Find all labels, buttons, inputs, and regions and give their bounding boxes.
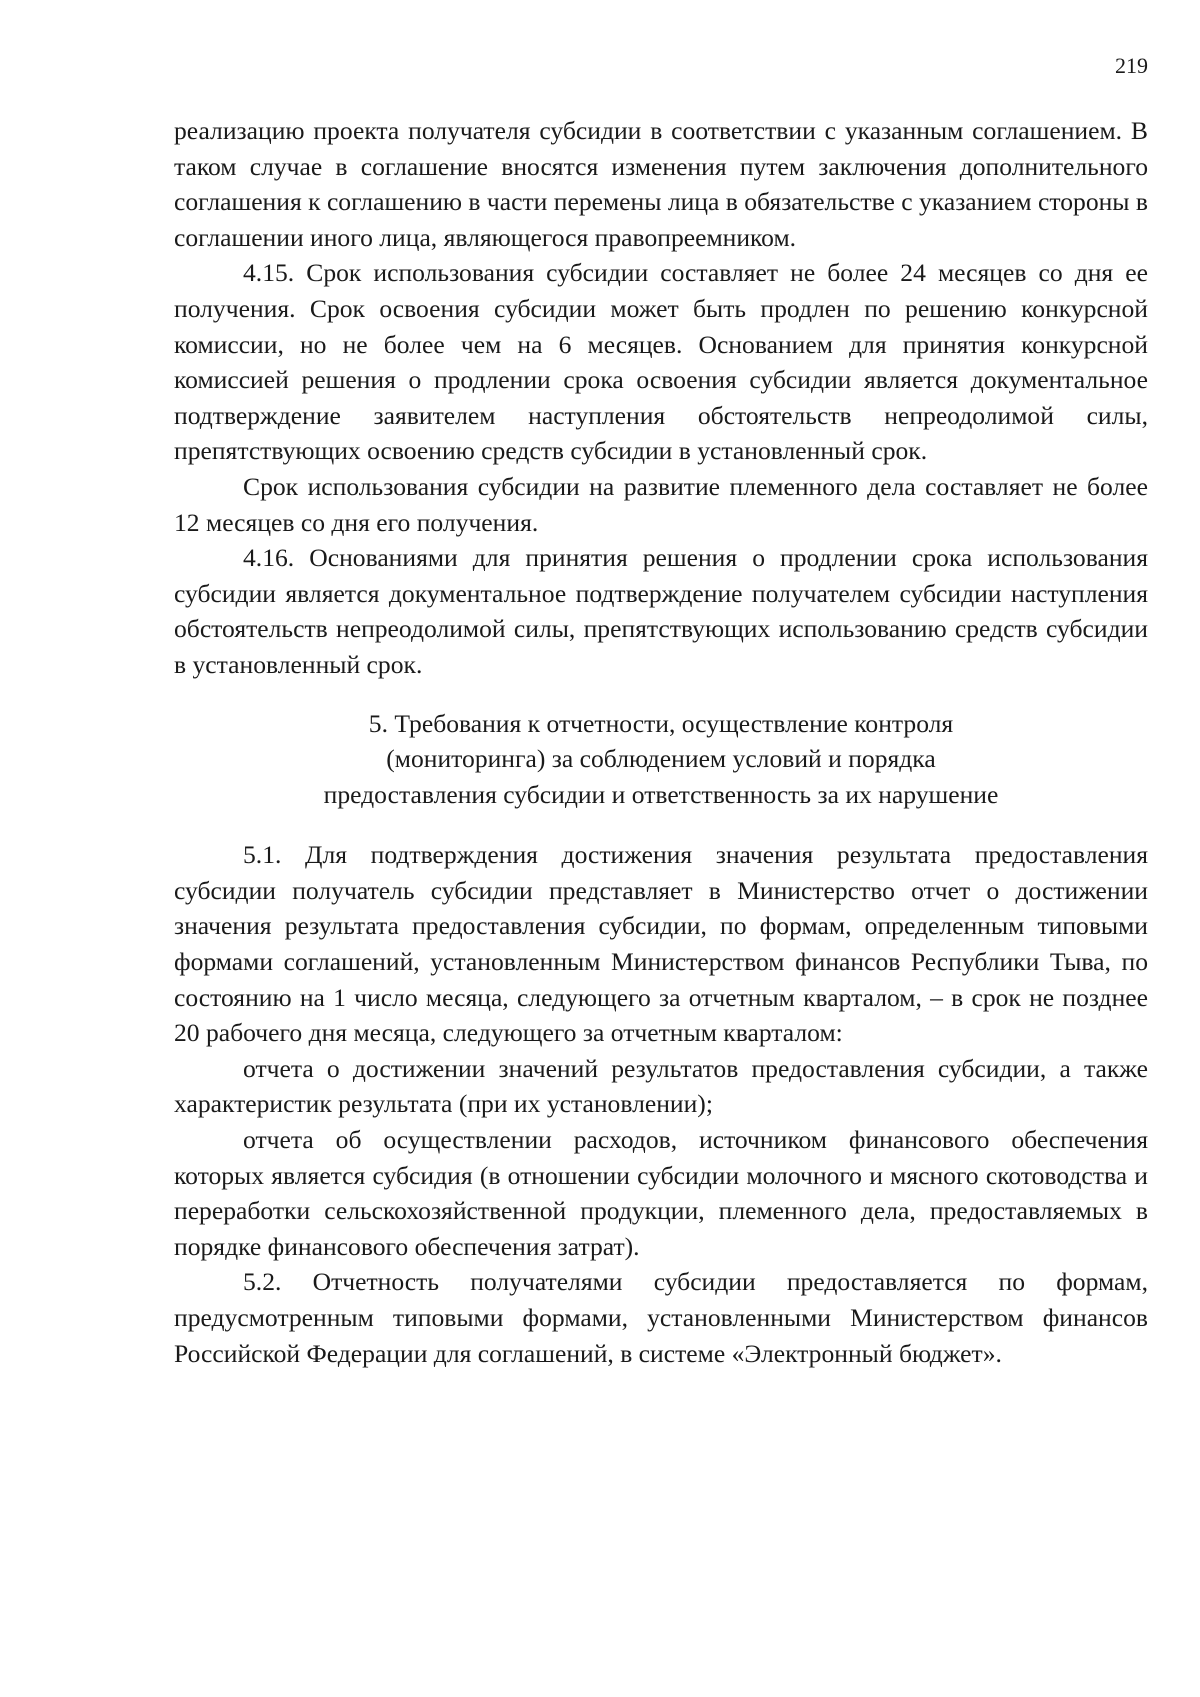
paragraph-5-2: 5.2. Отчетность получателями субсидии предоставляется по формам, предусмотренным типовыми формами, установленными Министерством финансов Российской Федерации для соглашений, в системе «Электронный бюджет». xyxy=(174,1267,1148,1368)
section-heading-line-1: 5. Требования к отчетности, осуществление контроля xyxy=(368,708,954,738)
section-5-heading xyxy=(174,706,1148,813)
section-heading-line-3: предоставления субсидии и ответственность за их нарушение xyxy=(323,779,999,809)
section-heading-line-2: (мониторинга) за соблюдением условий и порядка xyxy=(386,744,936,774)
paragraph-report-results: отчета о достижении значений результатов предоставления субсидии, а также характеристик результата (при их установлении); xyxy=(174,1053,1148,1119)
paragraph-4-16: 4.16. Основаниями для принятия решения о продлении срока использования субсидии является документальное подтверждение получателем субсидии наступления обстоятельств непреодолимой силы, препятствующих использованию средств субсидии в установленный срок. xyxy=(174,543,1148,679)
paragraph-report-expenses: отчета об осуществлении расходов, источником финансового обеспечения которых является субсидия (в отношении субсидии молочного и мясного скотоводства и переработки сельскохозяйственной продукции, племенного дела, предоставляемых в порядке финансового обеспечения затрат). xyxy=(174,1125,1148,1261)
document-body xyxy=(174,113,1148,1371)
paragraph-5-1: 5.1. Для подтверждения достижения значения результата предоставления субсидии получатель субсидии представляет в Министерство отчет о достижении значения результата предоставления субсидии, по формам, определенным типовыми формами соглашений, установленным Министерством финансов Республики Тыва, по состоянию на 1 число месяца, следующего за отчетным кварталом, – в срок не позднее 20 рабочего дня месяца, следующего за отчетным кварталом: xyxy=(174,840,1148,1048)
page-number: 219 xyxy=(1115,53,1148,78)
paragraph-4-15: 4.15. Срок использования субсидии составляет не более 24 месяцев со дня ее получения. Срок освоения субсидии может быть продлен по решению конкурсной комиссии, но не более чем на 6 месяцев. Основанием для принятия конкурсной комиссией решения о продлении срока освоения субсидии является документальное подтверждение заявителем наступления обстоятельств непреодолимой силы, препятствующих освоению средств субсидии в установленный срок. xyxy=(174,258,1148,466)
paragraph-breeding-term: Срок использования субсидии на развитие племенного дела составляет не более 12 месяцев со дня его получения. xyxy=(174,471,1148,537)
paragraph-continuation: реализацию проекта получателя субсидии в соответствии с указанным соглашением. В таком случае в соглашение вносятся изменения путем заключения дополнительного соглашения к соглашению в части перемены лица в обязательстве с указанием стороны в соглашении иного лица, являющегося правопреемником. xyxy=(174,116,1148,252)
